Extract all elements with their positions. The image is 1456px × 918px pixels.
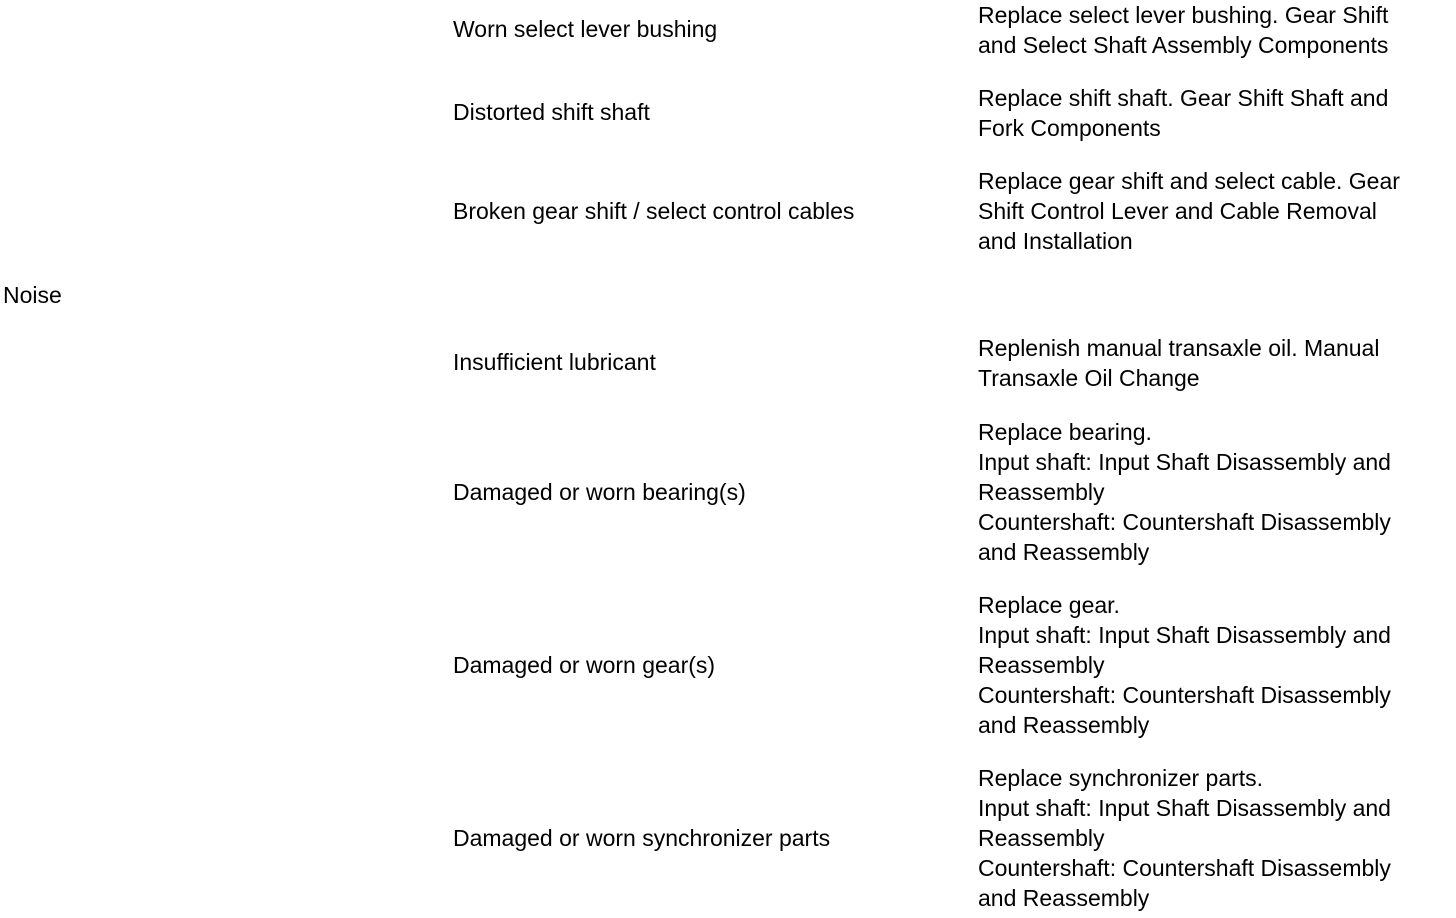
cause-cell: Damaged or worn bearing(s) — [453, 479, 746, 505]
remedy-line: Shift Control Lever and Cable Removal — [978, 198, 1377, 224]
remedy-cell — [978, 763, 1391, 913]
remedy-line: Replace select lever bushing. Gear Shift — [978, 2, 1389, 28]
cause-cell: Damaged or worn gear(s) — [453, 652, 716, 678]
remedy-line: Replace synchronizer parts. — [978, 765, 1264, 791]
remedy-cell — [978, 417, 1391, 567]
remedy-line: Countershaft: Countershaft Disassembly — [978, 509, 1391, 535]
remedy-line: Reassembly — [978, 479, 1105, 505]
remedy-line: and Reassembly — [978, 539, 1150, 565]
remedy-line: Reassembly — [978, 652, 1105, 678]
cause-cell: Insufficient lubricant — [453, 349, 656, 375]
remedy-cell — [978, 83, 1388, 143]
cause-cell: Worn select lever bushing — [453, 16, 718, 42]
remedy-line: Fork Components — [978, 115, 1161, 141]
remedy-line: and Select Shaft Assembly Components — [978, 32, 1389, 58]
remedy-line: Reassembly — [978, 825, 1105, 851]
cause-cell: Damaged or worn synchronizer parts — [453, 825, 831, 851]
remedy-cell — [978, 590, 1391, 740]
remedy-line: Countershaft: Countershaft Disassembly — [978, 682, 1391, 708]
remedy-cell — [978, 0, 1388, 60]
remedy-line: Input shaft: Input Shaft Disassembly and — [978, 795, 1391, 821]
remedy-line: Input shaft: Input Shaft Disassembly and — [978, 622, 1391, 648]
remedy-line: and Reassembly — [978, 712, 1150, 738]
remedy-cell — [978, 166, 1400, 256]
remedy-line: Replace bearing. — [978, 419, 1152, 445]
remedy-line: Replace gear shift and select cable. Gear — [978, 168, 1400, 194]
remedy-line: Countershaft: Countershaft Disassembly — [978, 855, 1391, 881]
remedy-line: Replenish manual transaxle oil. Manual — [978, 335, 1380, 361]
remedy-line: Transaxle Oil Change — [978, 365, 1200, 391]
cause-cell: Broken gear shift / select control cables — [453, 198, 855, 224]
remedy-line: and Reassembly — [978, 885, 1150, 911]
remedy-line: Input shaft: Input Shaft Disassembly and — [978, 449, 1391, 475]
remedy-cell — [978, 333, 1379, 393]
remedy-line: and Installation — [978, 228, 1133, 254]
remedy-line: Replace gear. — [978, 592, 1120, 618]
problem-label: Noise — [3, 282, 62, 308]
cause-cell: Distorted shift shaft — [453, 99, 650, 125]
remedy-line: Replace shift shaft. Gear Shift Shaft and — [978, 85, 1389, 111]
